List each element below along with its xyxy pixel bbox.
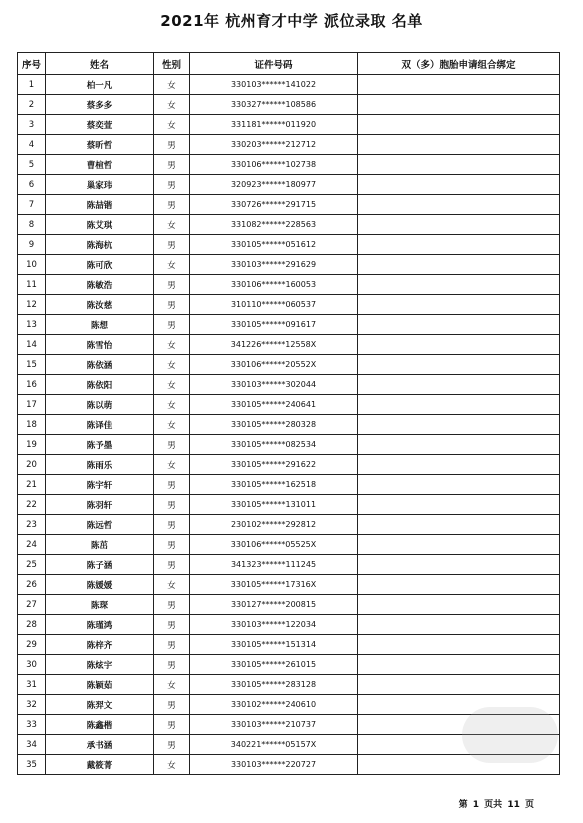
cell-name: 陈颖茹 (46, 675, 154, 695)
table-row (18, 215, 560, 235)
cell-no: 30 (18, 655, 46, 675)
table-row (18, 175, 560, 195)
table-body (18, 75, 560, 775)
cell-id: 330105******082534 (190, 435, 358, 455)
footer-page-unit: 页共 (484, 800, 503, 810)
cell-no: 24 (18, 535, 46, 555)
cell-twin-binding (358, 655, 560, 675)
cell-twin-binding (358, 555, 560, 575)
cell-name: 陈宇轩 (46, 475, 154, 495)
cell-sex: 男 (154, 235, 190, 255)
cell-name: 陈可欣 (46, 255, 154, 275)
table-row (18, 615, 560, 635)
cell-sex: 男 (154, 655, 190, 675)
watermark-shape (462, 707, 558, 763)
table-row (18, 635, 560, 655)
cell-name: 陈喆锴 (46, 195, 154, 215)
cell-id: 330127******200815 (190, 595, 358, 615)
cell-sex: 男 (154, 135, 190, 155)
cell-name: 陈远哲 (46, 515, 154, 535)
table-row (18, 255, 560, 275)
cell-sex: 男 (154, 195, 190, 215)
cell-twin-binding (358, 315, 560, 335)
cell-name: 陈海杭 (46, 235, 154, 255)
admission-table (17, 52, 560, 775)
page-footer (458, 797, 535, 810)
table-row (18, 455, 560, 475)
cell-sex: 男 (154, 735, 190, 755)
cell-id: 330103******220727 (190, 755, 358, 775)
table-row (18, 315, 560, 335)
cell-twin-binding (358, 255, 560, 275)
table-row (18, 475, 560, 495)
cell-twin-binding (358, 235, 560, 255)
cell-no: 16 (18, 375, 46, 395)
cell-sex: 女 (154, 755, 190, 775)
cell-twin-binding (358, 415, 560, 435)
cell-no: 33 (18, 715, 46, 735)
table-row (18, 675, 560, 695)
footer-page-label: 第 (458, 800, 468, 810)
header-twin-binding: 双（多）胞胎申请组合绑定 (358, 53, 560, 75)
table-row (18, 275, 560, 295)
table-row (18, 575, 560, 595)
header-sex: 性别 (154, 53, 190, 75)
cell-sex: 男 (154, 715, 190, 735)
cell-sex: 女 (154, 75, 190, 95)
cell-no: 29 (18, 635, 46, 655)
cell-no: 11 (18, 275, 46, 295)
cell-sex: 女 (154, 455, 190, 475)
cell-name: 陈鑫楷 (46, 715, 154, 735)
cell-name: 蔡多多 (46, 95, 154, 115)
cell-sex: 女 (154, 115, 190, 135)
table-row (18, 95, 560, 115)
cell-sex: 男 (154, 595, 190, 615)
cell-id: 330105******240641 (190, 395, 358, 415)
cell-no: 35 (18, 755, 46, 775)
cell-twin-binding (358, 295, 560, 315)
cell-id: 330726******291715 (190, 195, 358, 215)
cell-twin-binding (358, 575, 560, 595)
cell-no: 15 (18, 355, 46, 375)
cell-id: 330105******091617 (190, 315, 358, 335)
cell-no: 22 (18, 495, 46, 515)
cell-name: 陈予墨 (46, 435, 154, 455)
cell-id: 320923******180977 (190, 175, 358, 195)
cell-sex: 男 (154, 695, 190, 715)
cell-name: 陈媛媛 (46, 575, 154, 595)
cell-name: 陈雪怡 (46, 335, 154, 355)
table-row (18, 335, 560, 355)
cell-twin-binding (358, 135, 560, 155)
table-row (18, 535, 560, 555)
cell-no: 28 (18, 615, 46, 635)
cell-id: 230102******292812 (190, 515, 358, 535)
cell-twin-binding (358, 635, 560, 655)
cell-sex: 女 (154, 375, 190, 395)
cell-twin-binding (358, 335, 560, 355)
cell-no: 9 (18, 235, 46, 255)
cell-name: 陈羿文 (46, 695, 154, 715)
table-row (18, 555, 560, 575)
cell-name: 巢家玮 (46, 175, 154, 195)
cell-no: 7 (18, 195, 46, 215)
cell-twin-binding (358, 395, 560, 415)
cell-id: 330106******102738 (190, 155, 358, 175)
cell-name: 陈以萌 (46, 395, 154, 415)
table-row (18, 115, 560, 135)
cell-no: 23 (18, 515, 46, 535)
cell-twin-binding (358, 435, 560, 455)
table-row (18, 655, 560, 675)
cell-sex: 男 (154, 495, 190, 515)
table-row (18, 235, 560, 255)
cell-sex: 男 (154, 515, 190, 535)
cell-name: 陈子涵 (46, 555, 154, 575)
table-row (18, 375, 560, 395)
cell-sex: 女 (154, 215, 190, 235)
cell-sex: 女 (154, 355, 190, 375)
cell-name: 曹楦哲 (46, 155, 154, 175)
cell-sex: 女 (154, 575, 190, 595)
header-no: 序号 (18, 53, 46, 75)
cell-id: 330102******240610 (190, 695, 358, 715)
cell-id: 330106******160053 (190, 275, 358, 295)
cell-twin-binding (358, 75, 560, 95)
cell-id: 330105******283128 (190, 675, 358, 695)
table-row (18, 195, 560, 215)
cell-name: 柏一凡 (46, 75, 154, 95)
cell-name: 陈瑾鸿 (46, 615, 154, 635)
cell-name: 陈琛 (46, 595, 154, 615)
cell-sex: 男 (154, 295, 190, 315)
cell-id: 330103******141022 (190, 75, 358, 95)
cell-name: 承书涵 (46, 735, 154, 755)
table-row (18, 295, 560, 315)
cell-no: 20 (18, 455, 46, 475)
cell-no: 4 (18, 135, 46, 155)
cell-twin-binding (358, 175, 560, 195)
cell-name: 陈梓齐 (46, 635, 154, 655)
cell-twin-binding (358, 355, 560, 375)
cell-name: 陈汝慈 (46, 295, 154, 315)
cell-no: 2 (18, 95, 46, 115)
cell-sex: 男 (154, 155, 190, 175)
cell-id: 330327******108586 (190, 95, 358, 115)
cell-sex: 男 (154, 435, 190, 455)
cell-twin-binding (358, 515, 560, 535)
cell-id: 330105******280328 (190, 415, 358, 435)
table-row (18, 435, 560, 455)
cell-no: 5 (18, 155, 46, 175)
cell-id: 331082******228563 (190, 215, 358, 235)
cell-id: 331181******011920 (190, 115, 358, 135)
cell-id: 330105******131011 (190, 495, 358, 515)
cell-twin-binding (358, 195, 560, 215)
cell-sex: 男 (154, 615, 190, 635)
cell-sex: 男 (154, 175, 190, 195)
cell-sex: 男 (154, 275, 190, 295)
cell-sex: 男 (154, 635, 190, 655)
cell-id: 341226******12558X (190, 335, 358, 355)
cell-name: 陈炫宇 (46, 655, 154, 675)
cell-id: 330105******151314 (190, 635, 358, 655)
cell-id: 330103******291629 (190, 255, 358, 275)
cell-no: 19 (18, 435, 46, 455)
footer-page-number: 1 (472, 800, 480, 810)
cell-id: 330105******17316X (190, 575, 358, 595)
table-row (18, 395, 560, 415)
cell-no: 8 (18, 215, 46, 235)
header-id: 证件号码 (190, 53, 358, 75)
cell-no: 6 (18, 175, 46, 195)
cell-name: 陈依涵 (46, 355, 154, 375)
table-row (18, 515, 560, 535)
cell-id: 330103******210737 (190, 715, 358, 735)
cell-no: 17 (18, 395, 46, 415)
cell-sex: 女 (154, 95, 190, 115)
table-header-row (18, 53, 560, 75)
cell-id: 330105******051612 (190, 235, 358, 255)
cell-id: 341323******111245 (190, 555, 358, 575)
cell-name: 戴筱菁 (46, 755, 154, 775)
cell-twin-binding (358, 275, 560, 295)
cell-no: 26 (18, 575, 46, 595)
cell-no: 12 (18, 295, 46, 315)
cell-name: 陈依阳 (46, 375, 154, 395)
cell-no: 14 (18, 335, 46, 355)
cell-twin-binding (358, 155, 560, 175)
cell-no: 34 (18, 735, 46, 755)
cell-no: 21 (18, 475, 46, 495)
cell-name: 蔡昕哲 (46, 135, 154, 155)
cell-id: 330106******20552X (190, 355, 358, 375)
cell-sex: 男 (154, 555, 190, 575)
cell-id: 330103******122034 (190, 615, 358, 635)
cell-name: 陈茁 (46, 535, 154, 555)
cell-name: 陈敏浩 (46, 275, 154, 295)
cell-no: 3 (18, 115, 46, 135)
footer-total-unit: 页 (524, 800, 534, 810)
table-row (18, 595, 560, 615)
cell-id: 330105******291622 (190, 455, 358, 475)
cell-name: 蔡奕萱 (46, 115, 154, 135)
page-title: 2021年 杭州育才中学 派位录取 名单 (160, 12, 423, 30)
cell-name: 陈译佳 (46, 415, 154, 435)
table-row (18, 415, 560, 435)
cell-sex: 女 (154, 255, 190, 275)
cell-sex: 女 (154, 675, 190, 695)
cell-id: 330203******212712 (190, 135, 358, 155)
cell-name: 陈羽轩 (46, 495, 154, 515)
cell-id: 330106******05525X (190, 535, 358, 555)
cell-twin-binding (358, 475, 560, 495)
cell-twin-binding (358, 215, 560, 235)
cell-no: 10 (18, 255, 46, 275)
cell-no: 18 (18, 415, 46, 435)
cell-id: 340221******05157X (190, 735, 358, 755)
cell-no: 13 (18, 315, 46, 335)
cell-no: 31 (18, 675, 46, 695)
cell-twin-binding (358, 595, 560, 615)
cell-id: 310110******060537 (190, 295, 358, 315)
cell-id: 330105******261015 (190, 655, 358, 675)
cell-no: 32 (18, 695, 46, 715)
cell-no: 1 (18, 75, 46, 95)
cell-sex: 男 (154, 475, 190, 495)
cell-sex: 女 (154, 395, 190, 415)
cell-sex: 男 (154, 315, 190, 335)
cell-twin-binding (358, 375, 560, 395)
cell-twin-binding (358, 535, 560, 555)
table-row (18, 155, 560, 175)
table-row (18, 135, 560, 155)
cell-no: 25 (18, 555, 46, 575)
cell-sex: 男 (154, 535, 190, 555)
table-row (18, 355, 560, 375)
cell-id: 330105******162518 (190, 475, 358, 495)
cell-name: 陈雨乐 (46, 455, 154, 475)
cell-sex: 女 (154, 415, 190, 435)
cell-twin-binding (358, 615, 560, 635)
cell-id: 330103******302044 (190, 375, 358, 395)
cell-twin-binding (358, 495, 560, 515)
table-row (18, 75, 560, 95)
footer-total-pages: 11 (507, 800, 520, 810)
cell-no: 27 (18, 595, 46, 615)
table-row (18, 495, 560, 515)
cell-name: 陈艾琪 (46, 215, 154, 235)
header-name: 姓名 (46, 53, 154, 75)
cell-name: 陈想 (46, 315, 154, 335)
cell-twin-binding (358, 675, 560, 695)
cell-sex: 女 (154, 335, 190, 355)
cell-twin-binding (358, 455, 560, 475)
cell-twin-binding (358, 115, 560, 135)
cell-twin-binding (358, 95, 560, 115)
